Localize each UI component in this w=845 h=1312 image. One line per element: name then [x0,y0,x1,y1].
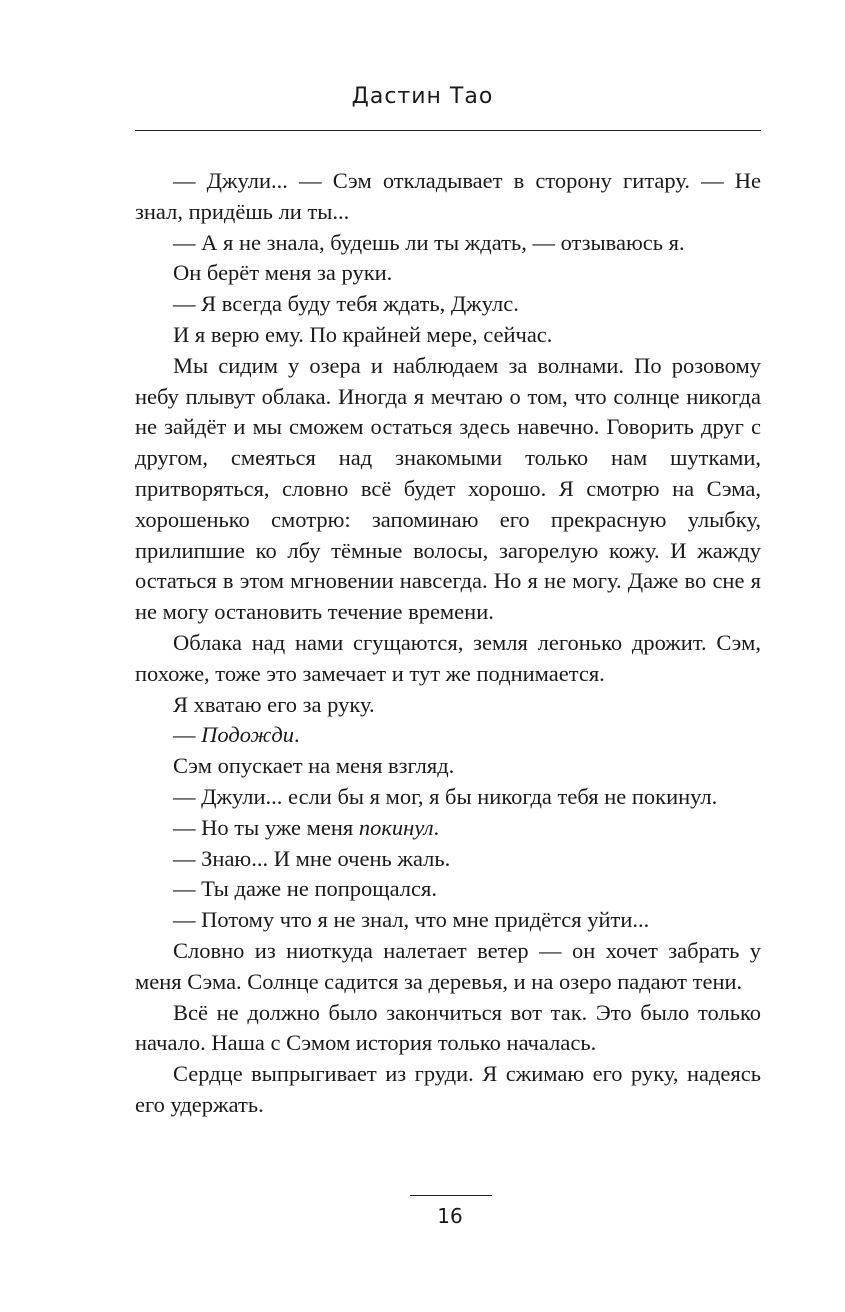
text-run: — Я всегда буду тебя ждать, Джулс. [173,291,519,317]
text-run: . [433,814,440,840]
paragraph [135,844,761,875]
text-run: — Джули... если бы я мог, я бы никогда тебя не покинул. [173,783,718,809]
paragraph [135,1059,761,1121]
page-number: 16 [437,1204,463,1228]
text-run: Всё не должно было закончиться вот так. Это было только начало. Наша с Сэмом история только началась. [135,999,761,1056]
paragraph [135,228,761,259]
paragraph [135,351,761,628]
text-run: — [173,722,202,748]
text-run: Сердце выпрыгивает из груди. Я сжимаю его руку, надеясь его удержать. [135,1061,761,1117]
paragraph [135,258,761,289]
text-run: Он берёт меня за руки. [173,260,393,286]
paragraph [135,782,761,813]
paragraph [135,720,761,751]
text-run: . [293,722,300,748]
footer-rule [410,1195,492,1196]
text-run: — Но ты уже меня [173,814,359,840]
paragraph [135,874,761,905]
text-run: — Потому что я не знал, что мне придётся уйти... [173,907,650,933]
paragraph [135,813,761,844]
body-text [135,166,761,1121]
paragraph [135,936,761,998]
paragraph [135,166,761,228]
text-run: Я хватаю его за руку. [173,691,375,717]
header-rule [135,130,761,131]
text-run: Словно из ниоткуда налетает ветер — он хочет забрать у меня Сэма. Солнце садится за деревья, и на озеро падают тени. [135,937,761,994]
italic-text-run: Подожди [201,722,294,748]
text-run: — Знаю... И мне очень жаль. [173,845,451,871]
text-run: Сэм опускает на меня взгляд. [173,753,455,779]
running-header: Дастин Тао [351,84,494,109]
text-run: И я верю ему. По крайней мере, сейчас. [173,321,553,347]
text-run: Мы сидим у озера и наблюдаем за волнами. По розовому небу плывут облака. Иногда я мечтаю о том, что солнце никогда не зайдёт и мы сможем остаться здесь навечно. Говорить друг с другом, смеяться над знакомыми только нам шутками, притворяться, словно всё будет хорошо. Я смотрю на Сэма, хорошенько смотрю: запоминаю его прекрасную улыбку, прилипшие ко лбу тёмные волосы, загорелую кожу. И жажду остаться в этом мгновении навсегда. Но я не могу. Даже во сне я не могу остановить течение времени. [135,352,761,625]
paragraph [135,998,761,1060]
paragraph [135,751,761,782]
paragraph [135,320,761,351]
text-run: — Джули... — Сэм откладывает в сторону гитару. — Не знал, придёшь ли ты... [135,168,761,224]
text-run: — Ты даже не попрощался. [173,876,437,902]
paragraph [135,905,761,936]
paragraph [135,690,761,721]
paragraph [135,628,761,690]
paragraph [135,289,761,320]
italic-text-run: покинул [358,814,434,840]
text-run: Облака над нами сгущаются, земля легонько дрожит. Сэм, похоже, тоже это замечает и тут же поднимается. [135,629,761,686]
text-run: — А я не знала, будешь ли ты ждать, — отзываюсь я. [173,229,685,255]
